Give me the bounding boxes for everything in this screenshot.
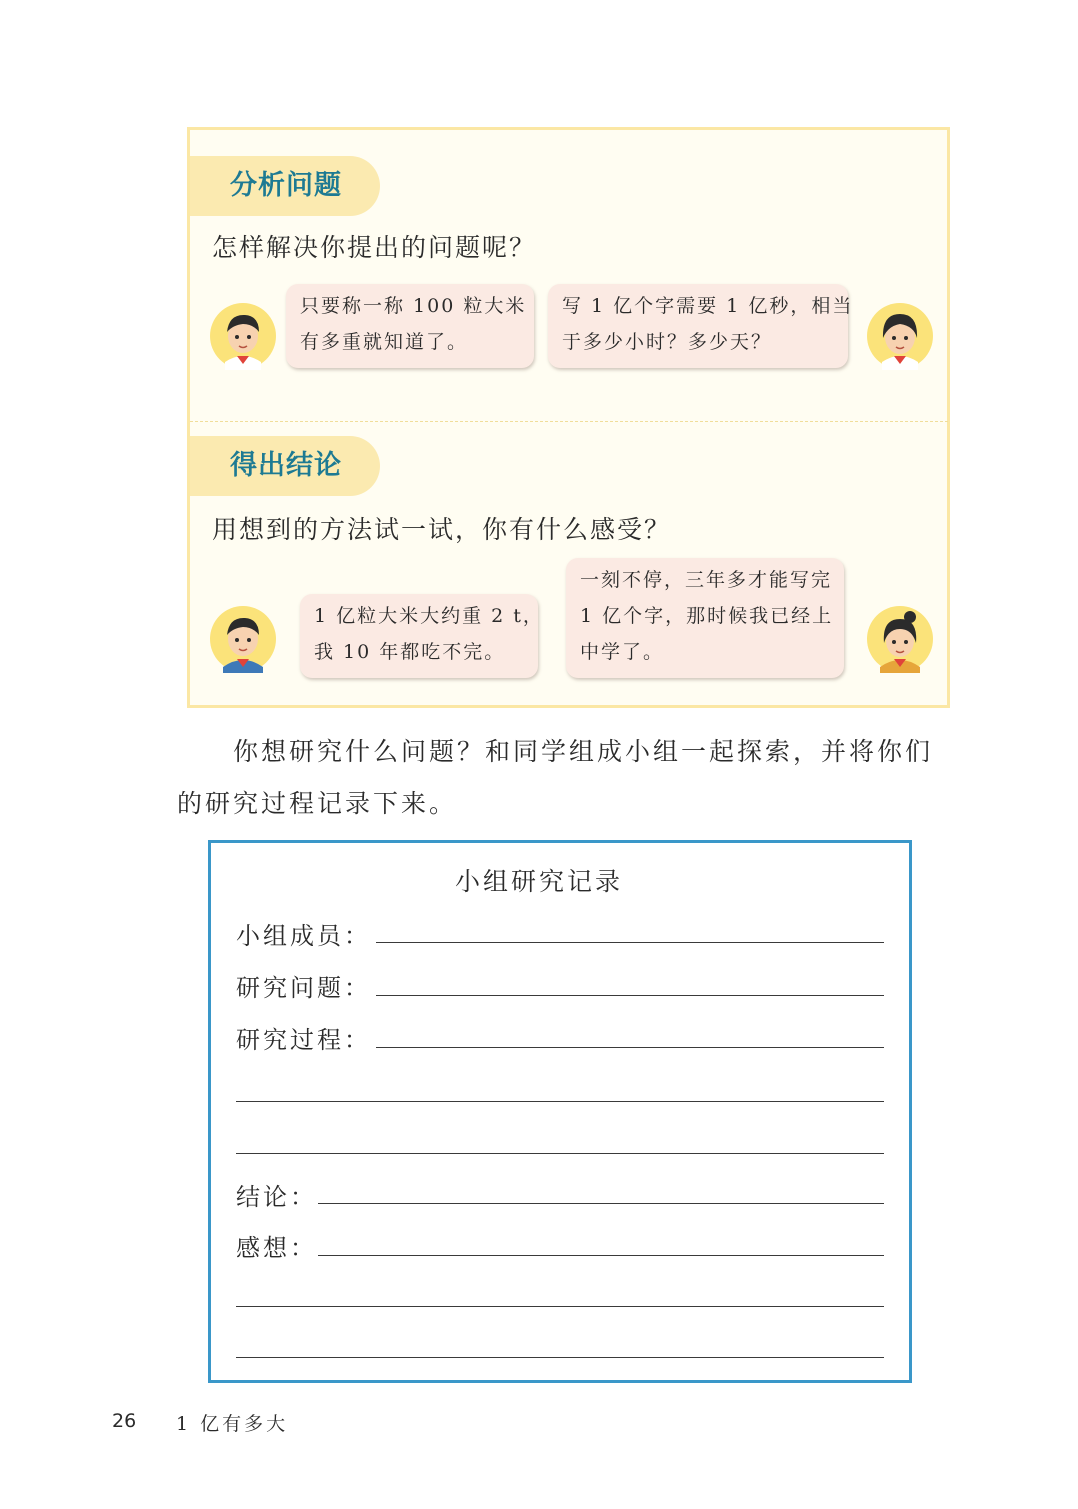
- panel-divider: [190, 421, 948, 422]
- process-blank-line[interactable]: [376, 1047, 884, 1048]
- instruction-paragraph-line-1: 你想研究什么问题？和同学组成小组一起探索，并将你们: [233, 737, 934, 766]
- page-number: 26: [112, 1410, 137, 1432]
- instruction-paragraph-line-2: 的研究过程记录下来。: [177, 789, 458, 818]
- bubble-line: 我 10 年都吃不完。: [314, 641, 506, 663]
- feelings-blank-line[interactable]: [318, 1255, 884, 1256]
- speech-bubble-boy-1: [286, 284, 534, 368]
- bubble-line: 有多重就知道了。: [300, 331, 469, 353]
- process-label: 研究过程：: [236, 1026, 371, 1054]
- form-title: 小组研究记录: [454, 867, 623, 896]
- girl-avatar-icon: [866, 605, 934, 673]
- question-blank-line[interactable]: [376, 995, 884, 996]
- question-label: 研究问题：: [236, 974, 371, 1002]
- members-label: 小组成员：: [236, 922, 371, 950]
- bubble-line: 写 1 亿个字需要 1 亿秒，相当: [562, 295, 854, 317]
- section-question-conclude: 用想到的方法试一试，你有什么感受？: [212, 515, 672, 544]
- members-blank-line[interactable]: [376, 942, 884, 943]
- bubble-line: 只要称一称 100 粒大米: [300, 295, 527, 317]
- process-blank-line[interactable]: [236, 1153, 884, 1154]
- feelings-label: 感想：: [236, 1234, 317, 1262]
- conclusion-label: 结论：: [236, 1183, 317, 1211]
- bubble-line: 1 亿粒大米大约重 2 t，: [314, 605, 544, 627]
- bubble-line: 中学了。: [580, 641, 665, 663]
- conclusion-blank-line[interactable]: [318, 1203, 884, 1204]
- speech-bubble-girl-1: [548, 284, 854, 368]
- feelings-blank-line[interactable]: [236, 1357, 884, 1358]
- boy-avatar-icon: [209, 302, 277, 370]
- girl-avatar-icon: [866, 302, 934, 370]
- feelings-blank-line[interactable]: [236, 1306, 884, 1307]
- bubble-line: 1 亿个字，那时候我已经上: [580, 605, 834, 627]
- section-tag-conclude: 得出结论: [190, 436, 380, 496]
- boy-avatar-icon: [209, 605, 277, 673]
- chapter-title: 1 亿有多大: [176, 1413, 289, 1435]
- bubble-line: 一刻不停，三年多才能写完: [580, 569, 833, 591]
- bubble-line: 于多少小时？多少天？: [562, 331, 773, 353]
- process-blank-line[interactable]: [236, 1101, 884, 1102]
- section-tag-analyze: 分析问题: [190, 156, 380, 216]
- speech-bubble-boy-2: [300, 594, 544, 678]
- section-question-analyze: 怎样解决你提出的问题呢？: [212, 233, 537, 262]
- speech-bubble-girl-2: [566, 558, 844, 678]
